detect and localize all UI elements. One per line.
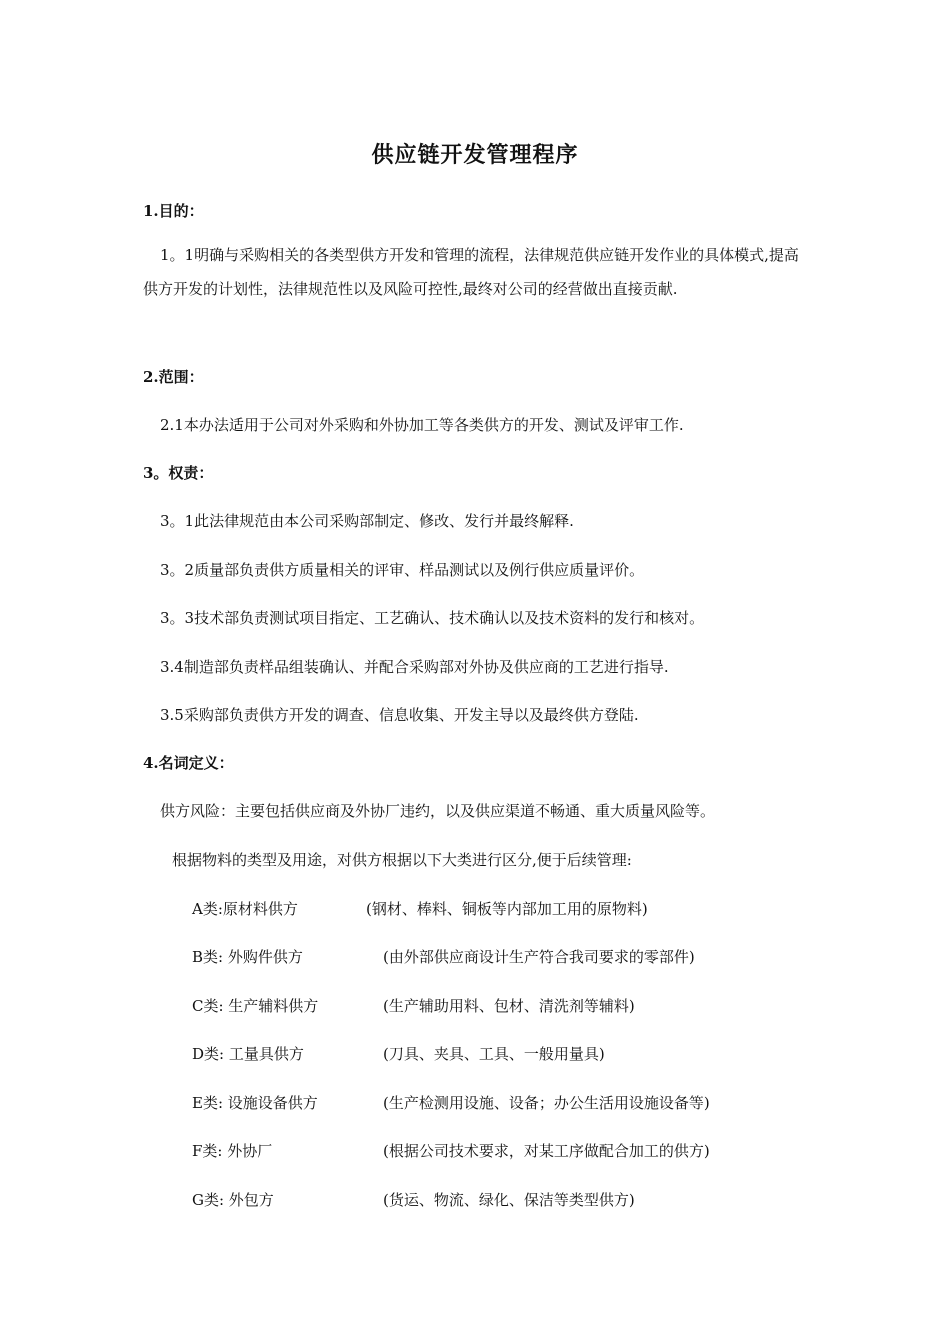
responsibility-item: 3。2质量部负责供方质量相关的评审、样品测试以及例行供应质量评价。 (160, 561, 645, 579)
responsibility-item: 3.5采购部负责供方开发的调查、信息收集、开发主导以及最终供方登陆. (160, 706, 639, 724)
scope-paragraph: 2.1本办法适用于公司对外采购和外协加工等各类供方的开发、测试及评审工作. (160, 416, 684, 434)
category-label: B类: 外购件供方 (192, 948, 303, 966)
category-label: G类: 外包方 (192, 1191, 274, 1209)
category-description: (生产辅助用料、包材、清洗剂等辅料) (383, 997, 635, 1015)
document-title: 供应链开发管理程序 (371, 142, 579, 168)
category-label: D类: 工量具供方 (192, 1045, 304, 1063)
supplier-risk-definition: 供方风险：主要包括供应商及外协厂违约，以及供应渠道不畅通、重大质量风险等。 (160, 802, 716, 820)
category-label: F类: 外协厂 (192, 1142, 273, 1160)
category-description: (由外部供应商设计生产符合我司要求的零部件) (383, 948, 695, 966)
category-label: C类: 生产辅料供方 (192, 997, 319, 1015)
section-heading-responsibility: 3。权责： (143, 464, 214, 482)
category-label: A类:原材料供方 (192, 900, 298, 918)
category-description: (钢材、棒料、铜板等内部加工用的原物料) (366, 900, 648, 918)
category-label: E类: 设施设备供方 (192, 1094, 318, 1112)
category-description: (刀具、夹具、工具、一般用量具) (383, 1045, 605, 1063)
purpose-paragraph: 1。1明确与采购相关的各类型供方开发和管理的流程，法律规范供应链开发作业的具体模式,提高供方开发的计划性，法律规范性以及风险可控性,最终对公司的经营做出直接贡献. (143, 246, 799, 298)
responsibility-item: 3。3技术部负责测试项目指定、工艺确认、技术确认以及技术资料的发行和核对。 (160, 609, 705, 627)
responsibility-item: 3。1此法律规范由本公司采购部制定、修改、发行并最终解释. (160, 512, 574, 530)
section-heading-scope: 2.范围： (143, 368, 204, 386)
section-heading-definitions: 4.名词定义： (143, 754, 234, 772)
responsibility-item: 3.4制造部负责样品组装确认、并配合采购部对外协及供应商的工艺进行指导. (160, 658, 669, 676)
category-description: (生产检测用设施、设备；办公生活用设施设备等) (383, 1094, 710, 1112)
category-description: (根据公司技术要求，对某工序做配合加工的供方) (383, 1142, 710, 1160)
section-heading-purpose: 1.目的： (143, 202, 204, 220)
classification-intro: 根据物料的类型及用途，对供方根据以下大类进行区分,便于后续管理: (172, 851, 632, 869)
category-description: (货运、物流、绿化、保洁等类型供方) (383, 1191, 635, 1209)
